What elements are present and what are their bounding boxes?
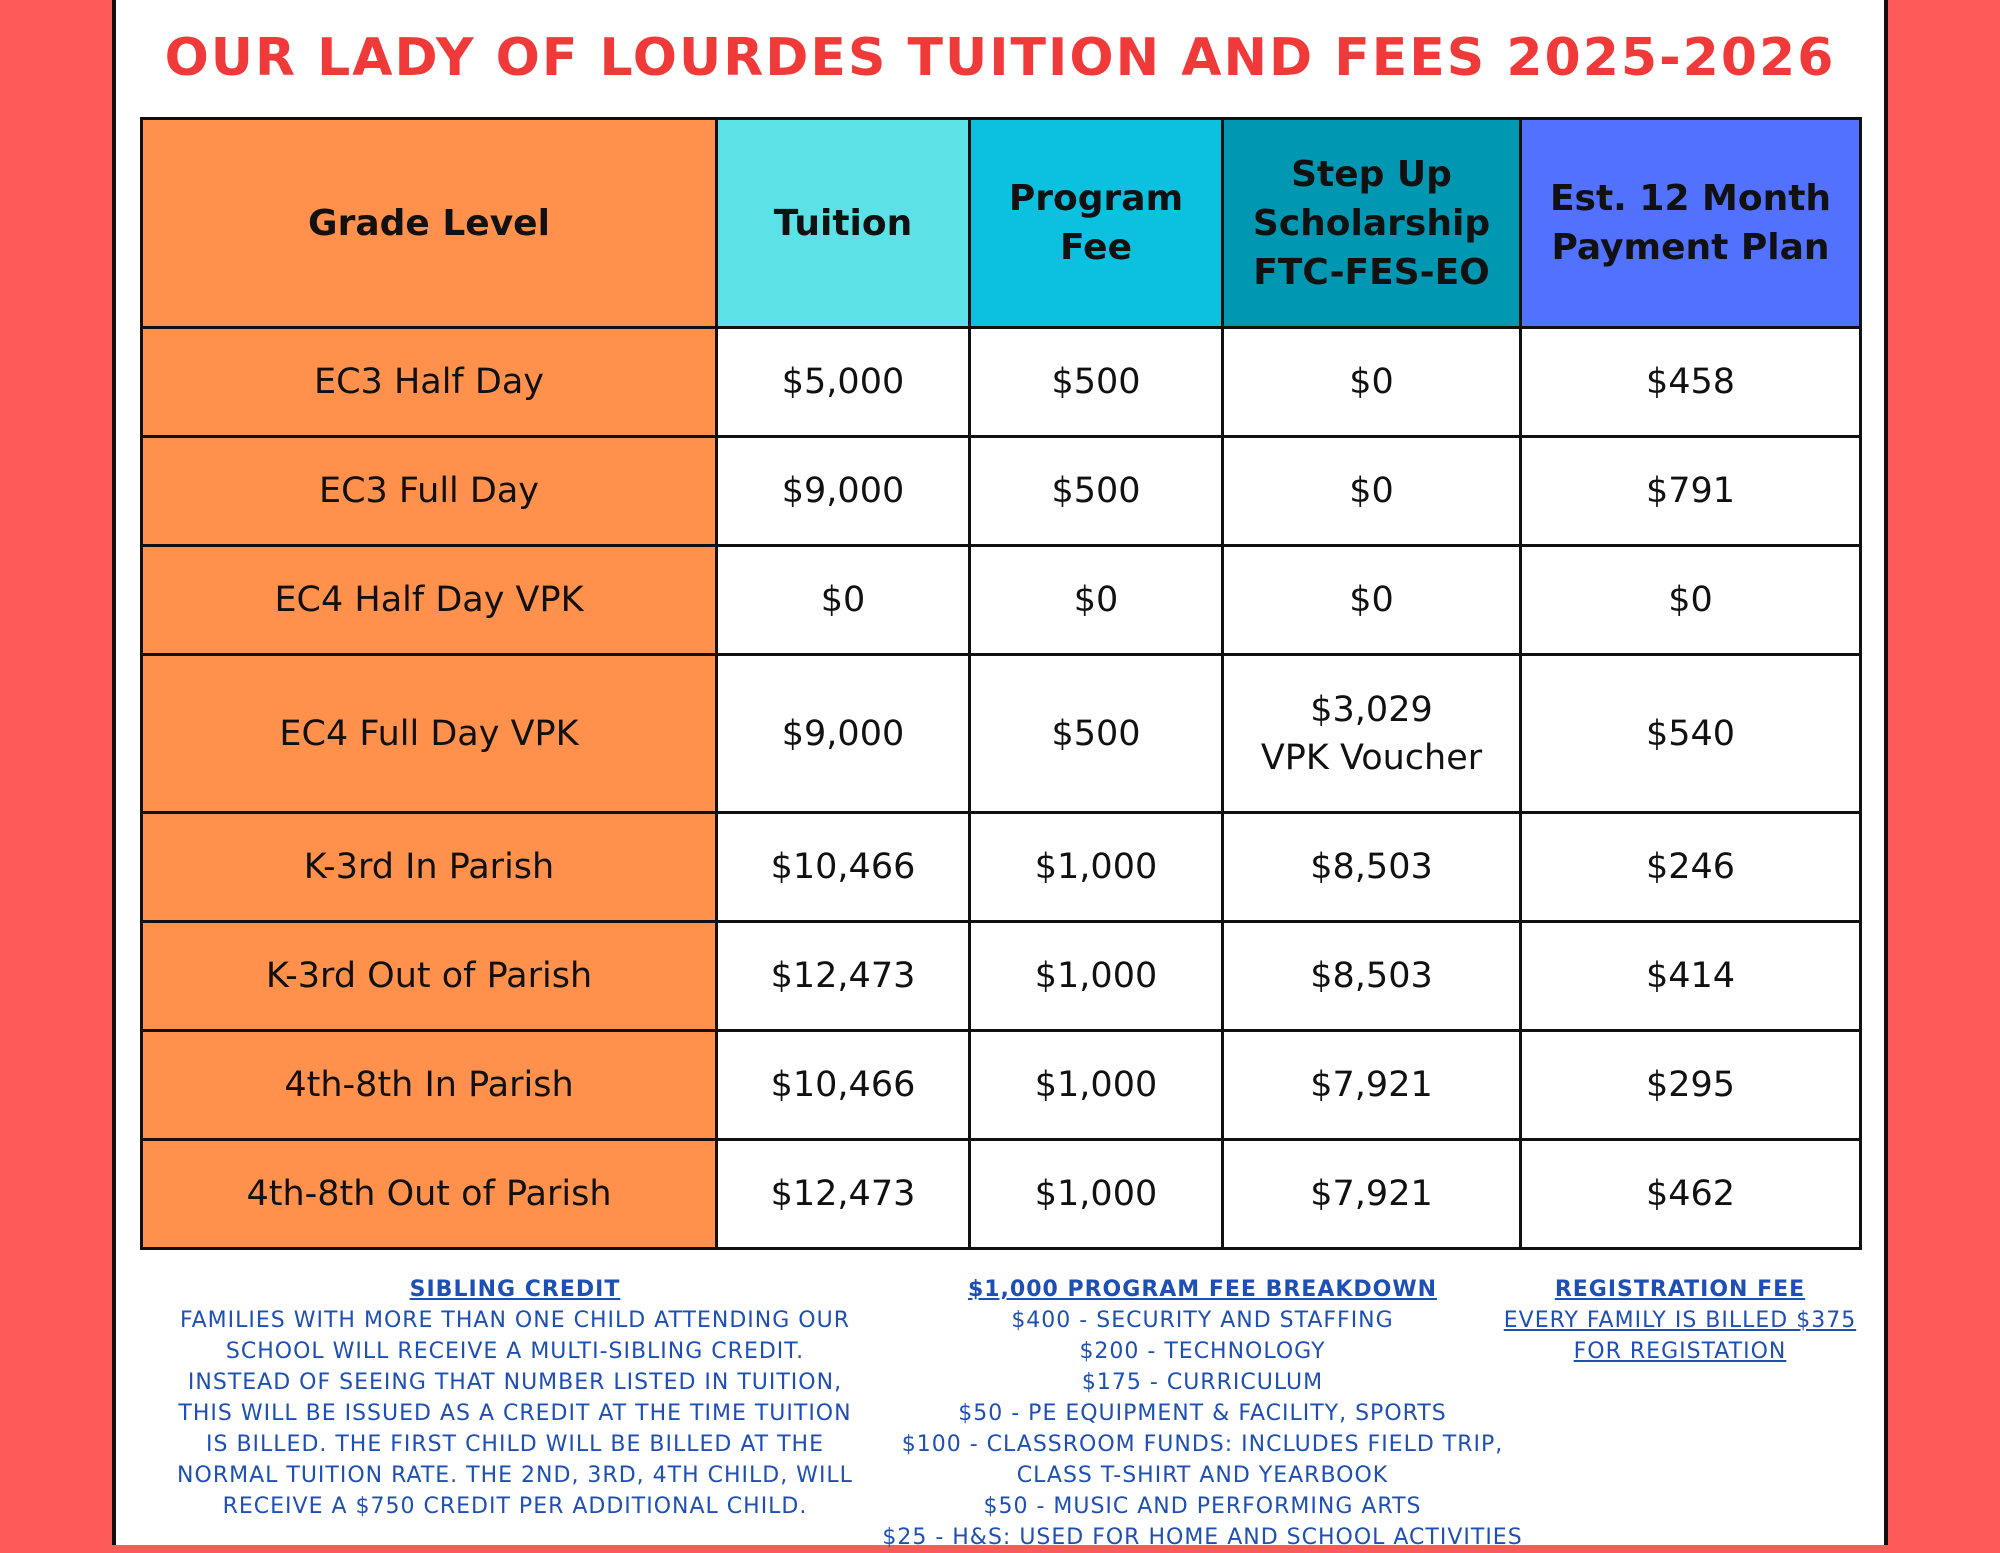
breakdown-line: $25 - H&S: USED FOR HOME AND SCHOOL ACTIVITIES [882,1525,1523,1550]
header-grade-level: Grade Level [142,119,717,328]
breakdown-line: $50 - MUSIC AND PERFORMING ARTS [983,1494,1422,1519]
payment-plan-cell: $462 [1521,1140,1861,1249]
registration-fee-heading: REGISTRATION FEE [1554,1277,1806,1302]
step-up-note: VPK Voucher [1260,737,1483,778]
breakdown-line: $50 - PE EQUIPMENT & FACILITY, SPORTS [958,1401,1447,1426]
payment-plan-cell: $414 [1521,922,1861,1031]
table-row [142,328,1861,437]
grade-cell: 4th-8th In Parish [142,1031,717,1140]
grade-cell: 4th-8th Out of Parish [142,1140,717,1249]
tuition-cell: $10,466 [717,813,970,922]
table-row [142,1140,1861,1249]
grade-cell: EC3 Full Day [142,437,717,546]
sibling-credit-section [150,1274,880,1522]
tuition-table [140,117,1862,1250]
tuition-cell: $12,473 [717,922,970,1031]
header-step-up-scholarship: Step Up Scholarship FTC-FES-EO [1223,119,1521,328]
table-row [142,813,1861,922]
program-fee-breakdown-section [875,1274,1530,1553]
program-fee-cell: $500 [970,655,1223,813]
grade-cell: EC4 Half Day VPK [142,546,717,655]
payment-plan-cell: $540 [1521,655,1861,813]
tuition-cell: $0 [717,546,970,655]
registration-fee-line: FOR REGISTATION [1573,1339,1787,1364]
program-fee-cell: $500 [970,437,1223,546]
program-fee-cell: $500 [970,328,1223,437]
breakdown-line: $400 - SECURITY AND STAFFING [1011,1308,1394,1333]
program-fee-cell: $1,000 [970,813,1223,922]
table-row [142,437,1861,546]
tuition-cell: $10,466 [717,1031,970,1140]
sibling-credit-heading: SIBLING CREDIT [409,1277,621,1302]
tuition-cell: $5,000 [717,328,970,437]
sibling-credit-line: RECEIVE A $750 CREDIT PER ADDITIONAL CHILD. [222,1494,808,1519]
table-row [142,655,1861,813]
header-tuition: Tuition [717,119,970,328]
page-title: OUR LADY OF LOURDES TUITION AND FEES 2025-2026 [164,28,1836,88]
program-fee-cell: $0 [970,546,1223,655]
table-row [142,546,1861,655]
breakdown-line: CLASS T-SHIRT AND YEARBOOK [1016,1463,1389,1488]
sibling-credit-line: IS BILLED. THE FIRST CHILD WILL BE BILLED AT THE [206,1432,824,1457]
header-payment-plan: Est. 12 Month Payment Plan [1521,119,1861,328]
sibling-credit-line: THIS WILL BE ISSUED AS A CREDIT AT THE TIME TUITION [178,1401,852,1426]
step-up-cell: $7,921 [1223,1031,1521,1140]
table-row [142,1031,1861,1140]
sibling-credit-line: NORMAL TUITION RATE. THE 2ND, 3RD, 4TH CHILD, WILL [177,1463,853,1488]
payment-plan-cell: $0 [1521,546,1861,655]
tuition-cell: $12,473 [717,1140,970,1249]
table-row [142,922,1861,1031]
step-up-cell: $8,503 [1223,813,1521,922]
step-up-cell: $0 [1223,437,1521,546]
sibling-credit-line: INSTEAD OF SEEING THAT NUMBER LISTED IN TUITION, [187,1370,843,1395]
breakdown-line: $100 - CLASSROOM FUNDS: INCLUDES FIELD TRIP, [901,1432,1504,1457]
grade-cell: K-3rd In Parish [142,813,717,922]
header-program-fee: Program Fee [970,119,1223,328]
step-up-cell [1223,655,1521,813]
program-fee-cell: $1,000 [970,1031,1223,1140]
payment-plan-cell: $246 [1521,813,1861,922]
breakdown-line: $175 - CURRICULUM [1081,1370,1324,1395]
sibling-credit-line: SCHOOL WILL RECEIVE A MULTI-SIBLING CREDIT. [225,1339,805,1364]
grade-cell: K-3rd Out of Parish [142,922,717,1031]
step-up-amount: $3,029 [1310,689,1433,730]
table-header-row [142,119,1861,328]
payment-plan-cell: $295 [1521,1031,1861,1140]
tuition-cell: $9,000 [717,437,970,546]
registration-fee-line: EVERY FAMILY IS BILLED $375 [1503,1308,1857,1333]
registration-fee-section [1500,1274,1860,1367]
sibling-credit-line: FAMILIES WITH MORE THAN ONE CHILD ATTENDING OUR [179,1308,850,1333]
program-fee-cell: $1,000 [970,922,1223,1031]
program-fee-cell: $1,000 [970,1140,1223,1249]
payment-plan-cell: $791 [1521,437,1861,546]
breakdown-line: $200 - TECHNOLOGY [1079,1339,1326,1364]
step-up-cell: $8,503 [1223,922,1521,1031]
program-fee-breakdown-heading: $1,000 PROGRAM FEE BREAKDOWN [967,1277,1438,1302]
step-up-cell: $0 [1223,546,1521,655]
tuition-cell: $9,000 [717,655,970,813]
step-up-cell: $7,921 [1223,1140,1521,1249]
step-up-cell: $0 [1223,328,1521,437]
grade-cell: EC4 Full Day VPK [142,655,717,813]
payment-plan-cell: $458 [1521,328,1861,437]
grade-cell: EC3 Half Day [142,328,717,437]
